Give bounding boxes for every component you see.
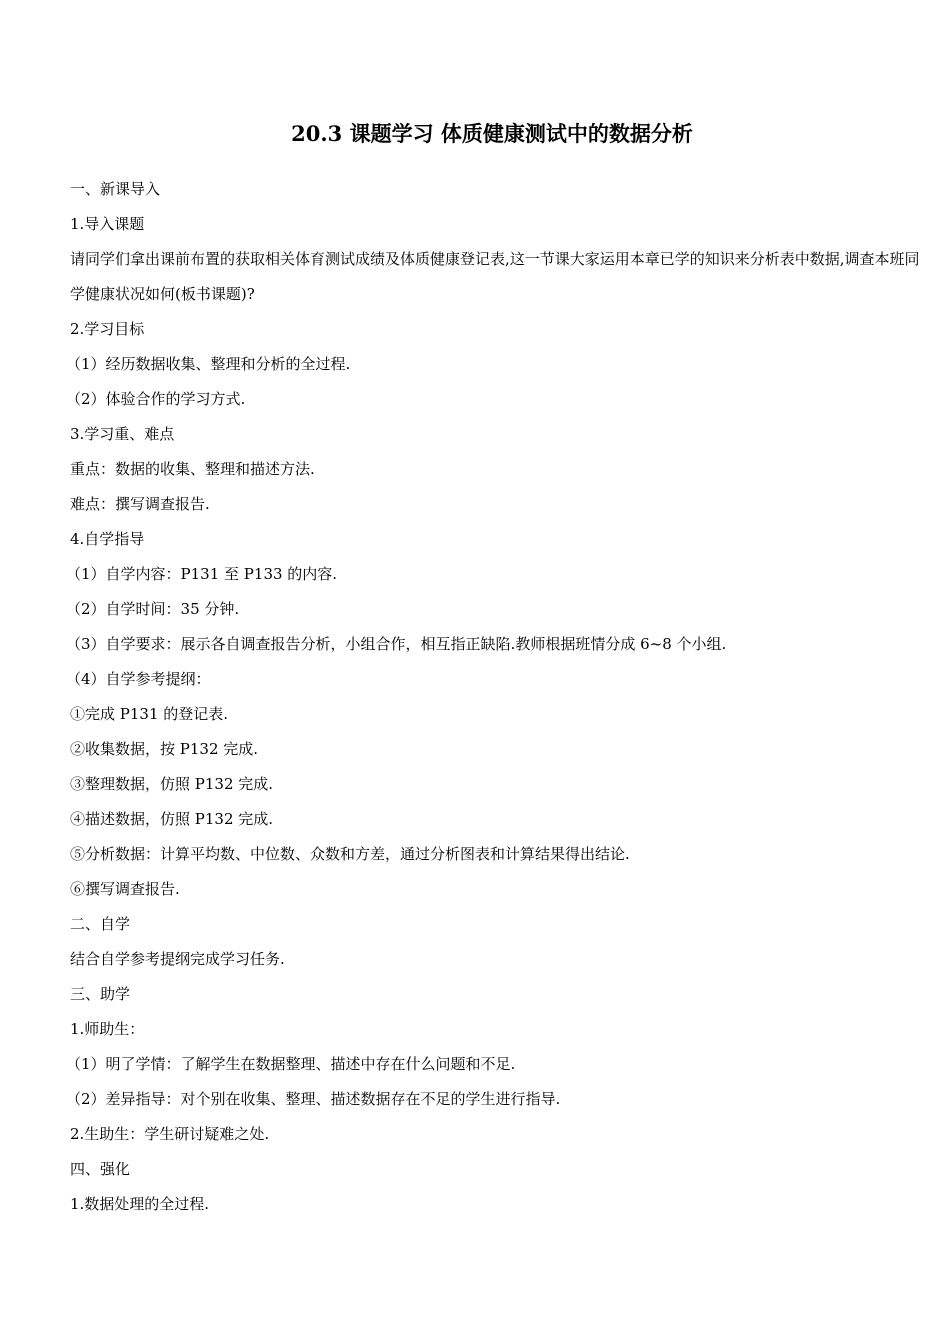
- document-title: 20.3 课题学习 体质健康测试中的数据分析: [291, 121, 693, 146]
- list-item: ②收集数据，按 P132 完成.: [70, 740, 259, 758]
- list-item: （1）自学内容：P131 至 P133 的内容.: [66, 565, 338, 583]
- list-item: ⑥撰写调查报告.: [70, 880, 180, 898]
- list-item: （3）自学要求：展示各自调查报告分析，小组合作，相互指正缺陷.教师根据班情分成 6~8 个小组.: [66, 635, 727, 653]
- subheading: 4.自学指导: [70, 530, 145, 548]
- list-item: ①完成 P131 的登记表.: [70, 705, 229, 723]
- list-item: （4）自学参考提纲：: [66, 670, 211, 688]
- section-heading: 四、强化: [70, 1160, 131, 1178]
- paragraph: 请同学们拿出课前布置的获取相关体育测试成绩及体质健康登记表,这一节课大家运用本章已学的知识来分析表中数据,调查本班同学健康状况如何(板书课题)?: [70, 250, 920, 303]
- list-item: （2）体验合作的学习方式.: [66, 390, 246, 408]
- section-heading: 一、新课导入: [70, 180, 161, 198]
- section-heading: 二、自学: [70, 915, 131, 933]
- list-item: （2）差异指导：对个别在收集、整理、描述数据存在不足的学生进行指导.: [66, 1090, 561, 1108]
- list-item: （2）自学时间：35 分钟.: [66, 600, 240, 618]
- paragraph: 难点：撰写调查报告.: [70, 495, 210, 513]
- list-item: （1）明了学情：了解学生在数据整理、描述中存在什么问题和不足.: [66, 1055, 516, 1073]
- list-item: ③整理数据，仿照 P132 完成.: [70, 775, 274, 793]
- paragraph: 结合自学参考提纲完成学习任务.: [70, 950, 285, 968]
- paragraph: 重点：数据的收集、整理和描述方法.: [70, 460, 315, 478]
- subheading: 1.数据处理的全过程.: [70, 1195, 210, 1213]
- subheading: 2.学习目标: [70, 320, 145, 338]
- list-item: ④描述数据，仿照 P132 完成.: [70, 810, 274, 828]
- list-item: ⑤分析数据：计算平均数、中位数、众数和方差，通过分析图表和计算结果得出结论.: [70, 845, 630, 863]
- list-item: （1）经历数据收集、整理和分析的全过程.: [66, 355, 351, 373]
- subheading: 1.师助生：: [70, 1020, 145, 1038]
- section-heading: 三、助学: [70, 985, 131, 1003]
- subheading: 3.学习重、难点: [70, 425, 175, 443]
- subheading: 1.导入课题: [70, 215, 145, 233]
- document-body: [66, 172, 920, 1222]
- subheading: 2.生助生：学生研讨疑难之处.: [70, 1125, 270, 1143]
